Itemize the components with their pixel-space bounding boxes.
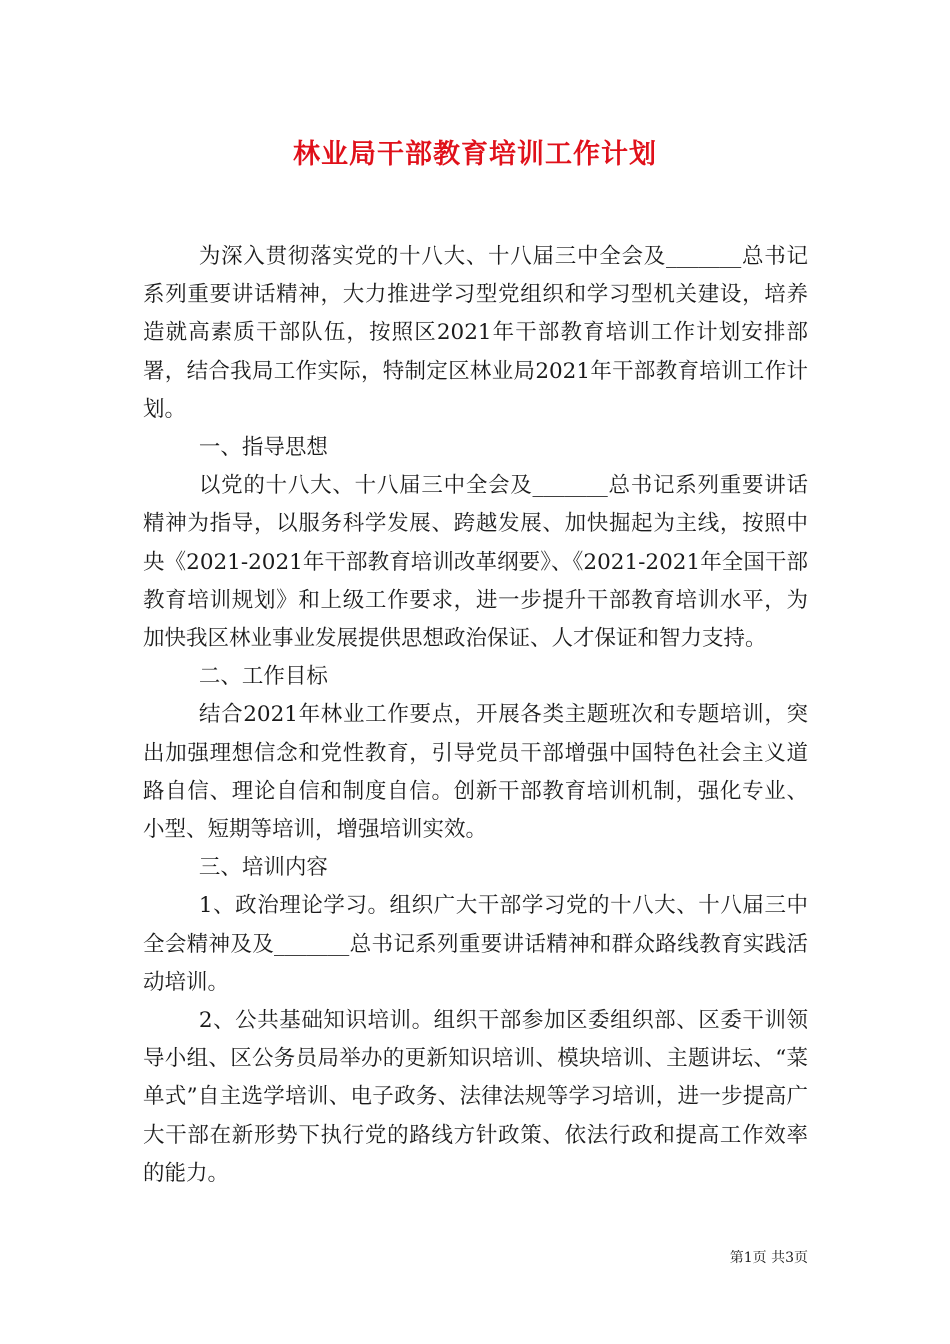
section-heading-work-goals: 二、工作目标 [198,664,328,690]
training-item-political-theory: 1、政治理论学习。组织广大干部学习党的十八大、十八届三中全会精神及及_______总书记系列重要讲话精神和群众路线教育实践活动培训。 [143,893,808,995]
page-number: 第1页 共3页 [729,1250,808,1266]
section-heading-guiding-ideology: 一、指导思想 [198,435,328,461]
intro-paragraph: 为深入贯彻落实党的十八大、十八届三中全会及_______总书记系列重要讲话精神，大力推进学习型党组织和学习型机关建设，培养造就高素质干部队伍，按照区2021年干部教育培训工作计划安排部署，结合我局工作实际，特制定区林业局2021年干部教育培训工作计划。 [143,244,808,422]
guiding-ideology-paragraph: 以党的十八大、十八届三中全会及_______总书记系列重要讲话精神为指导，以服务科学发展、跨越发展、加快掘起为主线，按照中央《2021-2021年干部教育培训改革纲要》、《2021-2021年全国干部教育培训规划》和上级工作要求，进一步提升干部教育培训水平，为加快我区林业事业发展提供思想政治保证、人才保证和智力支持。 [143,473,808,652]
training-item-public-knowledge: 2、公共基础知识培训。组织干部参加区委组织部、区委干训领导小组、区公务员局举办的更新知识培训、模块培训、主题讲坛、“菜单式”自主选学培训、电子政务、法律法规等学习培训，进一步提高广大干部在新形势下执行党的路线方针政策、依法行政和提高工作效率的能力。 [143,1008,808,1186]
document-body [143,238,808,1193]
section-heading-training-content: 三、培训内容 [198,855,328,881]
work-goals-paragraph: 结合2021年林业工作要点，开展各类主题班次和专题培训，突出加强理想信念和党性教育，引导党员干部增强中国特色社会主义道路自信、理论自信和制度自信。创新干部教育培训机制，强化专业、小型、短期等培训，增强培训实效。 [143,702,808,843]
document-title: 林业局干部教育培训工作计划 [293,139,657,170]
